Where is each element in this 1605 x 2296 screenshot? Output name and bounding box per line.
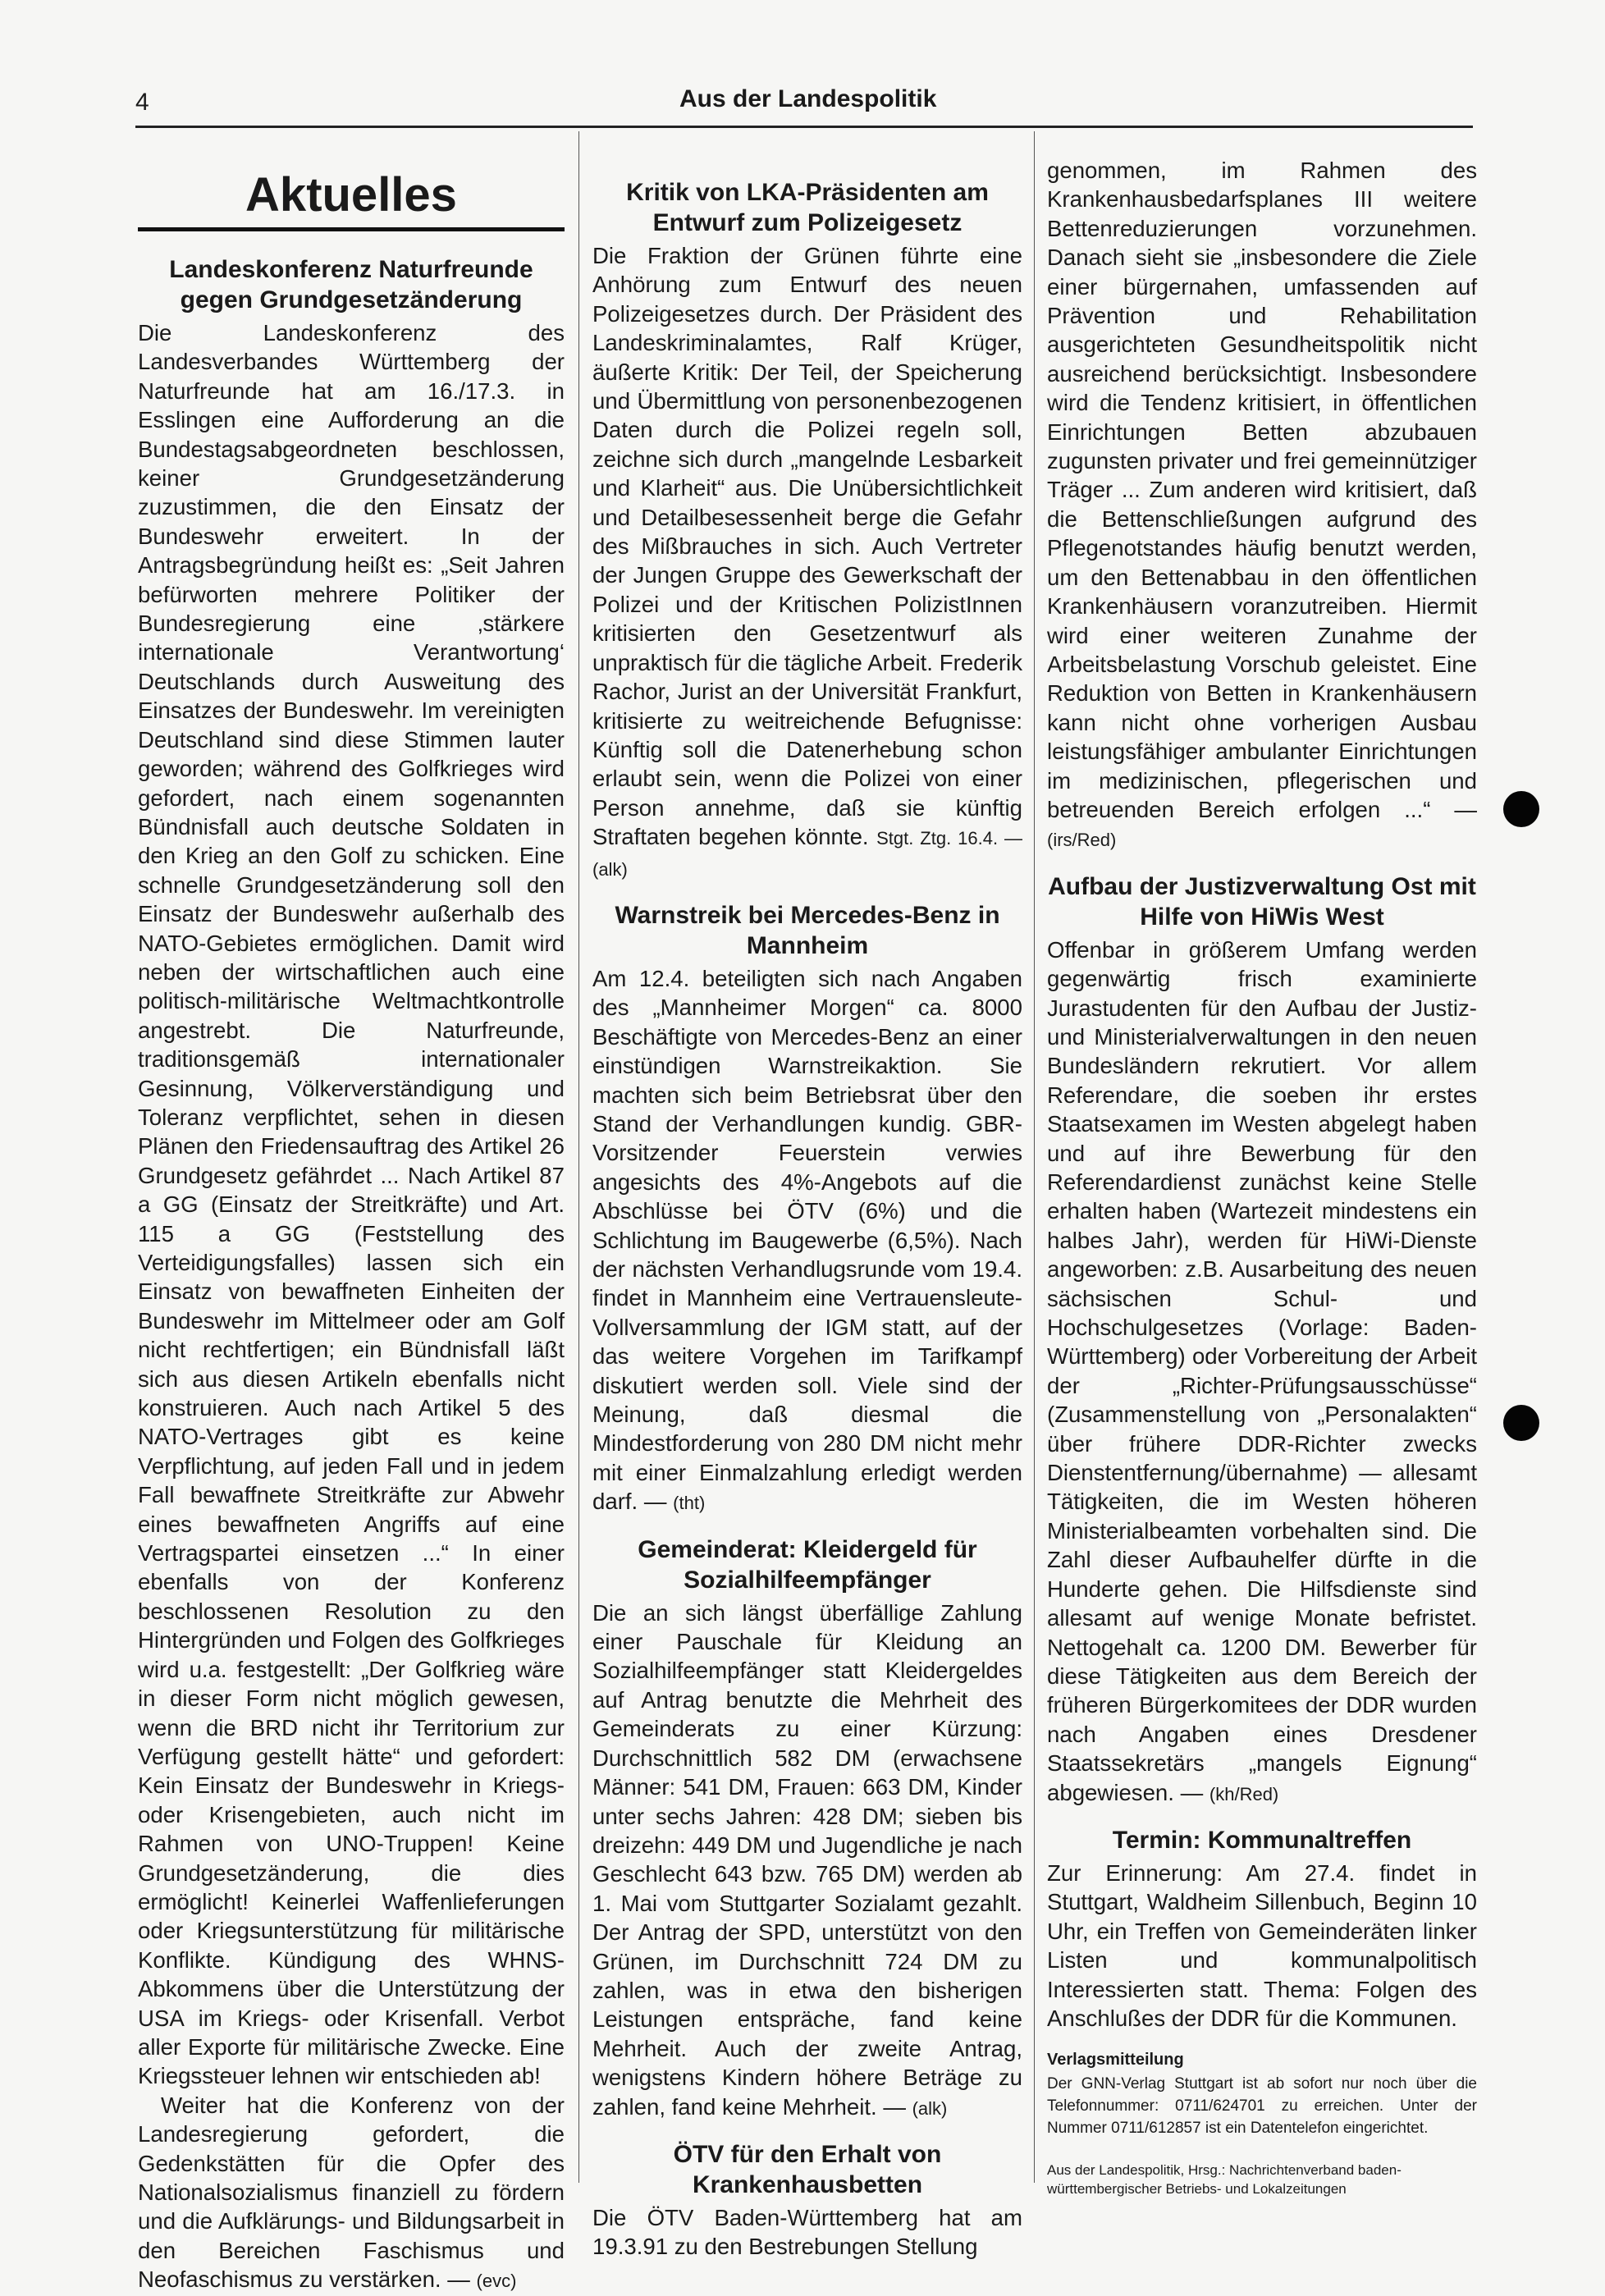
headline: Landeskonferenz Naturfreunde gegen Grundgesetzänderung bbox=[169, 256, 533, 313]
headline: Kritik von LKA-Präsidenten am Entwurf zum Polizeigesetz bbox=[626, 179, 989, 236]
header-rule bbox=[135, 126, 1473, 128]
author-initials: (tht) bbox=[673, 1493, 706, 1514]
running-head: Aus der Landespolitik bbox=[679, 85, 937, 112]
author-initials: (alk) bbox=[912, 2097, 948, 2119]
article-polizeigesetz bbox=[592, 177, 1022, 884]
article-paragraph: Die Fraktion der Grünen führte eine Anhörung zum Entwurf des neuen Polizeigesetzes durch. Der Präsident des Landeskriminalamtes, Ralf Krüger, äußerte Kritik: Der Teil, der Speicherung und Übermittlung von personenbezogenen Daten durch die Polizei regeln soll, zeichne sich durch „mangelnde Lesbarkeit und Klarheit“ aus. Die Unübersichtlichkeit und Detailbesessenheit berge die Gefahr des Mißbrauches in sich. Auch Vertreter der Jungen Gruppe des Gewerkschaft der Polizei und der Kritischen PolizistInnen kritisierten den Gesetzentwurf als unpraktisch für die tägliche Arbeit. Frederik Rachor, Jurist an der Universität Frankfurt, kritisierte zu weitreichende Befugnisse: Künftig soll die Datenerhebung schon erlaubt sein, wenn die Polizei von einer Person annehme, daß sie künftig Straftaten begehen könnte. Stgt. Ztg. 16.4. — (alk) bbox=[592, 243, 1022, 880]
author-initials: (evc) bbox=[476, 2271, 517, 2292]
imprint: Aus der Landespolitik, Hrsg.: Nachrichtenverband baden-württembergischer Betriebs- und Lokalzeitungen bbox=[1047, 2162, 1402, 2198]
publisher-notice bbox=[1047, 2051, 1477, 2139]
article-paragraph: Am 12.4. beteiligten sich nach Angaben des „Mannheimer Morgen“ ca. 8000 Beschäftigte von Mercedes-Benz an einer einstündigen Warnstreikaktion. Sie machten sich beim Betriebsrat über den Stand der Verhandlungen kundig. GBR-Vorsitzender Feuerstein verwies angesichts des 4%-Angebots auf die Abschlüsse bei ÖTV (6%) und die Schlichtung im Baugewerbe (6,5%). Nach der nächsten Verhandlugsrunde vom 19.4. findet in Mannheim eine Vertrauensleute-Vollversammlung der IGM statt, auf der das weitere Vorgehen im Tarifkampf diskutiert werden soll. Viele sind der Meinung, daß diesmal die Mindestforderung von 280 DM nicht mehr mit einer Einmalzahlung erledigt werden darf. — (tht) bbox=[592, 965, 1022, 1515]
author-initials: (irs/Red) bbox=[1047, 830, 1117, 851]
article-justizverwaltung bbox=[1047, 871, 1477, 1809]
article-paragraph: Offenbar in größerem Umfang werden gegenwärtig frisch examinierte Jurastudenten für den Aufbau der Justiz- und Ministerialverwaltungen in den neuen Bundesländern rekrutiert. Vor allem Referendare, die soeben ihr erstes Staatsexamen im Westen abgelegt haben und auf ihre Bewerbung für den Referendardienst zunächst keine Stelle erhalten haben (Wartezeit mindestens ein halbes Jahr), werden für HiWi-Dienste angeworben: z.B. Ausarbeitung des neuen sächsischen Schul- und Hochschulgesetzes (Vorlage: Baden-Württemberg) oder Vorbereitung der Arbeit der „Richter-Prüfungsausschüsse“ (Zusammenstellung von „Personalakten“ über frühere DDR-Richter zwecks Dienstentfernung/übernahme) — allesamt Tätigkeiten, die im Westen höheren Ministerialbeamten vorbehalten sind. Die Zahl dieser Aufbauhelfer dürfte in die Hunderte gehen. Die Hilfsdienste sind allesamt auf wenige Monate befristet. Nettogehalt ca. 1200 DM. Bewerber für diese Tätigkeiten aus dem Bereich der früheren Bürgerkomitees der DDR wurden nach Angaben eines Dresdener Staatssekretärs „mangels Eignung“ abgewiesen. — (kh/Red) bbox=[1047, 936, 1477, 1805]
source-credit: Stgt. Ztg. 16.4. — (alk) bbox=[592, 828, 1022, 880]
headline: Warnstreik bei Mercedes-Benz in Mannheim bbox=[615, 901, 1000, 959]
notice-title: Verlagsmitteilung bbox=[1047, 2051, 1184, 2070]
section-title: Aktuelles bbox=[138, 167, 565, 231]
article-paragraph: Die an sich längst überfällige Zahlung einer Pauschale für Kleidung an Sozialhilfeempfänger statt Kleidergeldes auf Antrag benutzte die Mehrheit des Gemeinderats zu einer Kürzung: Durchschnittlich 582 DM (erwachsene Männer: 541 DM, Frauen: 663 DM, Kinder unter sechs Jahren: 428 DM; sieben bis dreizehn: 449 DM und Jugendliche je nach Geschlecht 643 bzw. 765 DM) werden ab 1. Mai vom Stuttgarter Sozialamt gezahlt. Der Antrag der SPD, unterstützt von den Grünen, im Durchschnitt 724 DM zu zahlen, was in etwa den bisherigen Leistungen entspräche, fand keine Mehrheit. Auch der zweite Antrag, wenigstens Kindern höhere Beträge zu zahlen, fand keine Mehrheit. — (alk) bbox=[592, 1599, 1022, 2120]
column-rule bbox=[1034, 131, 1035, 2183]
headline: Aufbau der Justizverwaltung Ost mit Hilfe von HiWis West bbox=[1048, 872, 1476, 931]
article-paragraph: Die ÖTV Baden-Württemberg hat am 19.3.91 zu den Bestrebungen Stellung bbox=[592, 2204, 1022, 2260]
article-naturfreunde bbox=[138, 254, 565, 2296]
article-warnstreik bbox=[592, 900, 1022, 1518]
article-paragraph-continued: genommen, im Rahmen des Krankenhausbedarfsplanes III weitere Bettenreduzierungen vorzunehmen. Danach sieht sie „insbesondere die Ziele einer bürgernahen, umfassenden auf Prävention und Rehabilitation ausgerichteten Gesundheitspolitik nicht ausreichend berücksichtigt. Insbesondere wird die Tendenz kritisiert, in öffentlichen Einrichtungen Betten abzubauen zugunsten privater und frei gemeinnütziger Träger ... Zum anderen wird kritisiert, daß die Bettenschließungen aufgrund des Pflegenotstandes häufig benutzt werden, um den Bettenabbau in den öffentlichen Krankenhäusern voranzutreiben. Hiermit wird einer weiteren Zunahme der Arbeitsbelastung Vorschub geleistet. Eine Reduktion von Betten in Krankenhäusern kann nicht ohne vorherigen Ausbau leistungsfähiger ambulanter Einrichtungen im medizinischen, pflegerischen und betreuenden Bereich erfolgen ...“ — (irs/Red) bbox=[1047, 158, 1477, 851]
punch-hole bbox=[1503, 791, 1539, 827]
article-paragraph: Weiter hat die Konferenz von der Landesregierung gefordert, die Gedenkstätten für die Opfer des Nationalsozialismus finanziell zu fördern und die Aufklärungs- und Bildungsarbeit in den Bereichen Faschismus und Neofaschismus zu verstärken. — (evc) bbox=[138, 2092, 565, 2293]
column-rule bbox=[578, 131, 579, 2183]
column-3 bbox=[1047, 156, 1477, 2198]
headline: Gemeinderat: Kleidergeld für Sozialhilfeempfänger bbox=[638, 1535, 977, 1594]
article-paragraph: Zur Erinnerung: Am 27.4. findet in Stuttgart, Waldheim Sillenbuch, Beginn 10 Uhr, ein Treffen von Gemeinderäten linker Listen und kommunalpolitisch Interessierten statt. Thema: Folgen des Anschlußes der DDR für die Kommunen. bbox=[1047, 1859, 1477, 2031]
article-kleidergeld bbox=[592, 1534, 1022, 2123]
notice-text: Der GNN-Verlag Stuttgart ist ab sofort nur noch über die Telefonnummer: 0711/624701 zu erreichen. Unter der Nummer 0711/612857 ist ein Datentelefon eingerichtet. bbox=[1047, 2075, 1477, 2138]
punch-hole bbox=[1503, 1405, 1539, 1441]
column-2 bbox=[592, 156, 1022, 2260]
page-number: 4 bbox=[135, 89, 149, 116]
author-initials: (kh/Red) bbox=[1209, 1783, 1279, 1804]
headline: ÖTV für den Erhalt von Krankenhausbetten bbox=[673, 2140, 942, 2198]
article-kommunaltreffen bbox=[1047, 1825, 1477, 2033]
article-oetv bbox=[592, 2139, 1022, 2262]
article-paragraph: Die Landeskonferenz des Landesverbandes Württemberg der Naturfreunde hat am 16./17.3. in Esslingen eine Aufforderung an die Bundestagsabgeordneten beschlossen, keiner Grundgesetzänderung zuzustimmen, die den Einsatz der Bundeswehr erweitert. In der Antragsbegründung heißt es: „Seit Jahren befürworten mehrere Politiker der Bundesregierung eine ‚stärkere internationale Verantwortung‘ Deutschlands durch Ausweitung des Einsatzes der Bundeswehr. Im vereinigten Deutschland sind diese Stimmen lauter geworden; während des Golfkrieges wird gefordert, nach einem sogenannten Bündnisfall auch deutsche Soldaten in den Krieg an den Golf zu schicken. Eine schnelle Grundgesetzänderung soll den Einsatz der Bundeswehr außerhalb des NATO-Gebietes ermöglichen. Damit wird neben der wirtschaftlichen auch eine politisch-militärische Weltmachtkontrolle angestrebt. Die Naturfreunde, traditionsgemäß internationaler Gesinnung, Völkerverständigung und Toleranz verpflichtet, sehen in diesen Plänen den Friedensauftrag des Artikel 26 Grundgesetz gefährdet ... Nach Artikel 87 a GG (Einsatz der Streitkräfte) und Art. 115 a GG (Feststellung des Verteidigungsfalles) lassen sich ein Einsatz von bewaffneten Einheiten der Bundeswehr im Mittelmeer oder am Golf nicht rechtfertigen; ein Bündnisfall läßt sich aus diesen Artikeln ebenfalls nicht konstruieren. Auch nach Artikel 5 des NATO-Vertrages gibt es keine Verpflichtung, auf jeden Fall und in jedem Fall bewaffnete Streitkräfte zur Abwehr eines bewaffneten Angriffs auf eine Vertragspartei einsetzen ...“ In einer ebenfalls von der Konferenz beschlossenen Resolution zu den Hintergründen und Folgen des Golfkrieges wird u.a. festgestellt: „Der Golfkrieg wäre in dieser Form nicht möglich gewesen, wenn die BRD nicht ihr Territorium zur Verfügung gestellt hätte“ und gefordert: Kein Einsatz der Bundeswehr in Kriegs- oder Krisengebieten, auch nicht im Rahmen von UNO-Truppen! Keine Grundgesetzänderung, die dies ermöglicht! Keinerlei Waffenlieferungen oder Kriegsunterstützung für militärische Konflikte. Kündigung des WHNS-Abkommens über die Unterstützung der USA im Kriegs- oder Krisenfall. Verbot aller Exporte für militärische Zwecke. Eine Kriegssteuer lehnen wir entschieden ab! bbox=[138, 320, 565, 2089]
column-1 bbox=[138, 156, 565, 2293]
headline: Termin: Kommunaltreffen bbox=[1112, 1826, 1412, 1854]
